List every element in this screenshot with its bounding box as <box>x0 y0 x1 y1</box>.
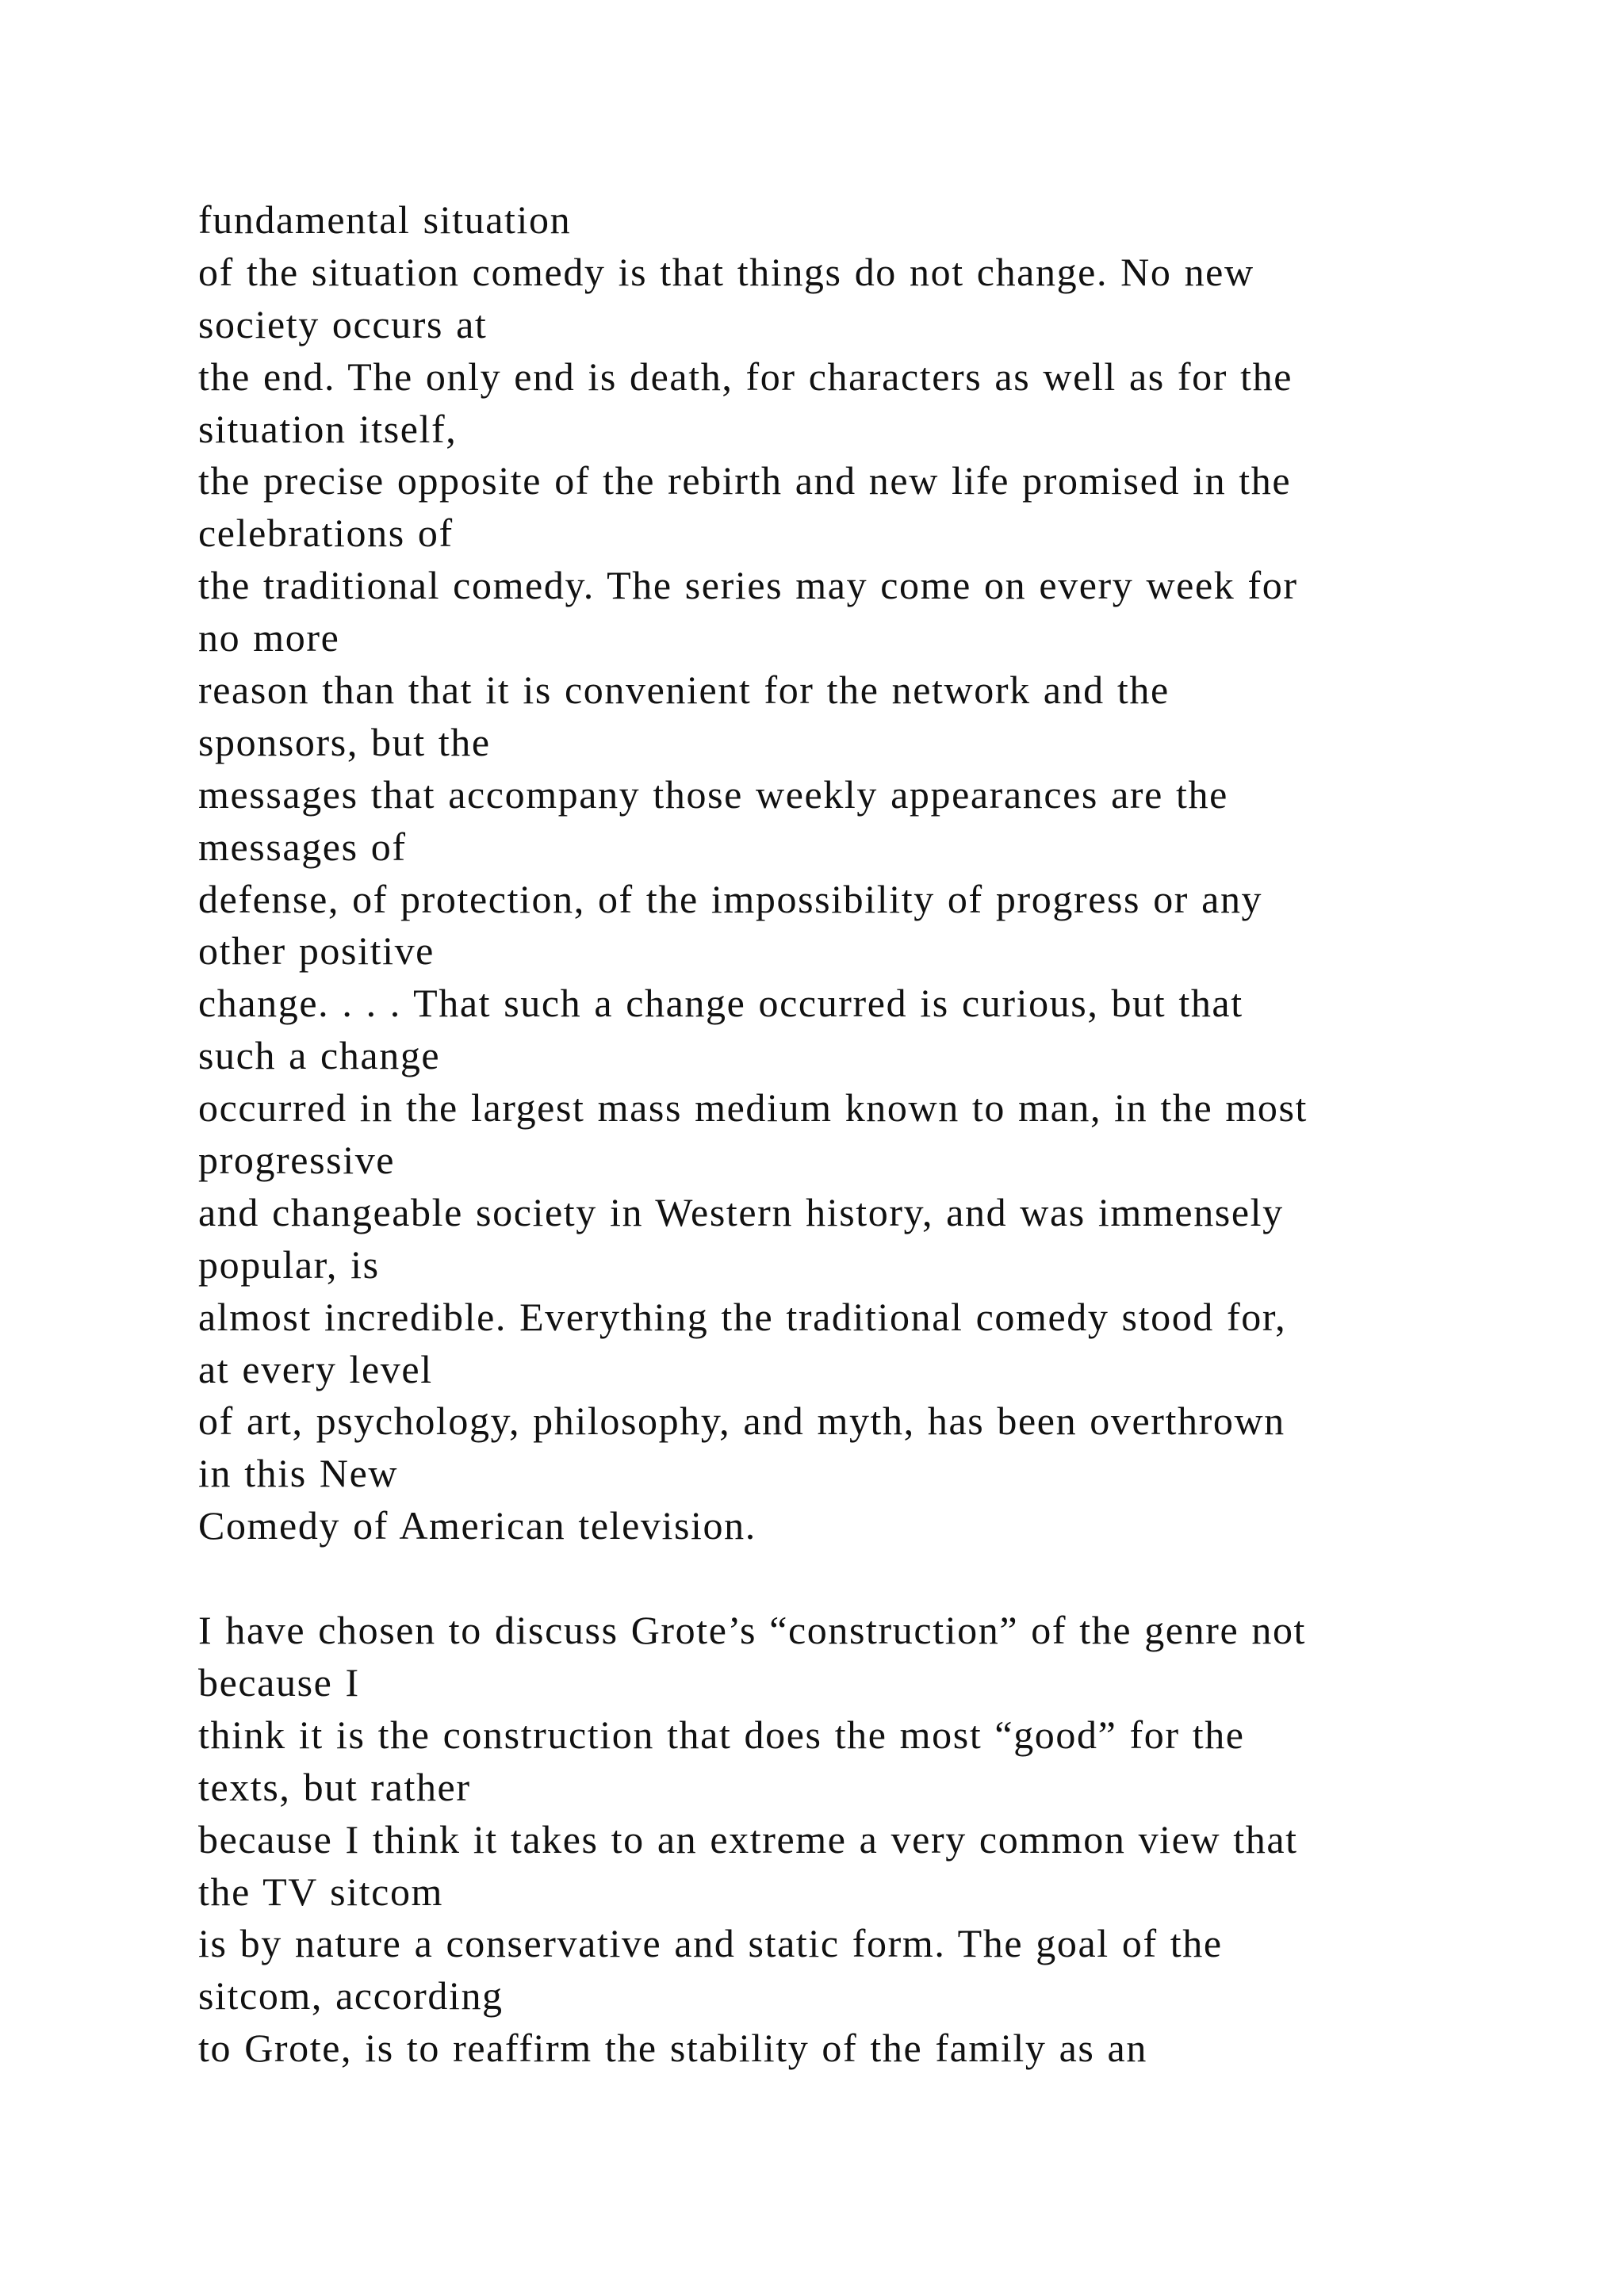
paragraph-gap <box>198 1552 1530 1605</box>
text-line: is by nature a conservative and static form. The goal of the <box>198 1921 1223 1966</box>
text-line: I have chosen to discuss Grote’s “construction” of the genre not <box>198 1608 1307 1653</box>
text-line: almost incredible. Everything the traditional comedy stood for, <box>198 1294 1287 1339</box>
text-line: messages of <box>198 824 407 869</box>
text-line: fundamental situation <box>198 197 572 242</box>
text-line: think it is the construction that does the most “good” for the <box>198 1712 1245 1757</box>
text-line: such a change <box>198 1033 441 1078</box>
text-line: because I think it takes to an extreme a very common view that <box>198 1816 1298 1862</box>
text-line: at every level <box>198 1346 433 1391</box>
text-line: messages that accompany those weekly appearances are the <box>198 771 1228 817</box>
text-line: in this New <box>198 1451 399 1496</box>
text-line: sponsors, but the <box>198 719 491 764</box>
text-line: the end. The only end is death, for characters as well as for the <box>198 354 1293 399</box>
text-line: progressive <box>198 1138 396 1183</box>
text-line: occurred in the largest mass medium known to man, in the most <box>198 1085 1308 1131</box>
text-line: celebrations of <box>198 511 454 556</box>
text-line: reason than that it is convenient for the network and the <box>198 668 1170 713</box>
text-line: society occurs at <box>198 301 488 346</box>
text-line: situation itself, <box>198 406 458 451</box>
text-line: and changeable society in Western history, and was immensely <box>198 1189 1284 1234</box>
text-line: the TV sitcom <box>198 1869 444 1914</box>
text-line: sitcom, according <box>198 1973 504 2019</box>
text-line: defense, of protection, of the impossibility of progress or any <box>198 876 1263 921</box>
text-line: because I <box>198 1659 360 1705</box>
paragraph <box>198 194 1530 1552</box>
paragraph <box>198 1605 1530 2075</box>
text-line: the traditional comedy. The series may come on every week for <box>198 563 1298 608</box>
text-line: popular, is <box>198 1242 380 1287</box>
text-line: of art, psychology, philosophy, and myth, has been overthrown <box>198 1399 1285 1444</box>
text-line: the precise opposite of the rebirth and new life promised in the <box>198 458 1292 503</box>
text-line: texts, but rather <box>198 1764 471 1809</box>
text-line: change. . . . That such a change occurred is curious, but that <box>198 981 1243 1026</box>
text-line: other positive <box>198 928 435 974</box>
text-line: of the situation comedy is that things do not change. No new <box>198 249 1254 294</box>
text-line: Comedy of American television. <box>198 1503 756 1548</box>
text-line: to Grote, is to reaffirm the stability of the family as an <box>198 2026 1147 2071</box>
text-line: no more <box>198 615 340 660</box>
document-body <box>198 194 1530 2075</box>
